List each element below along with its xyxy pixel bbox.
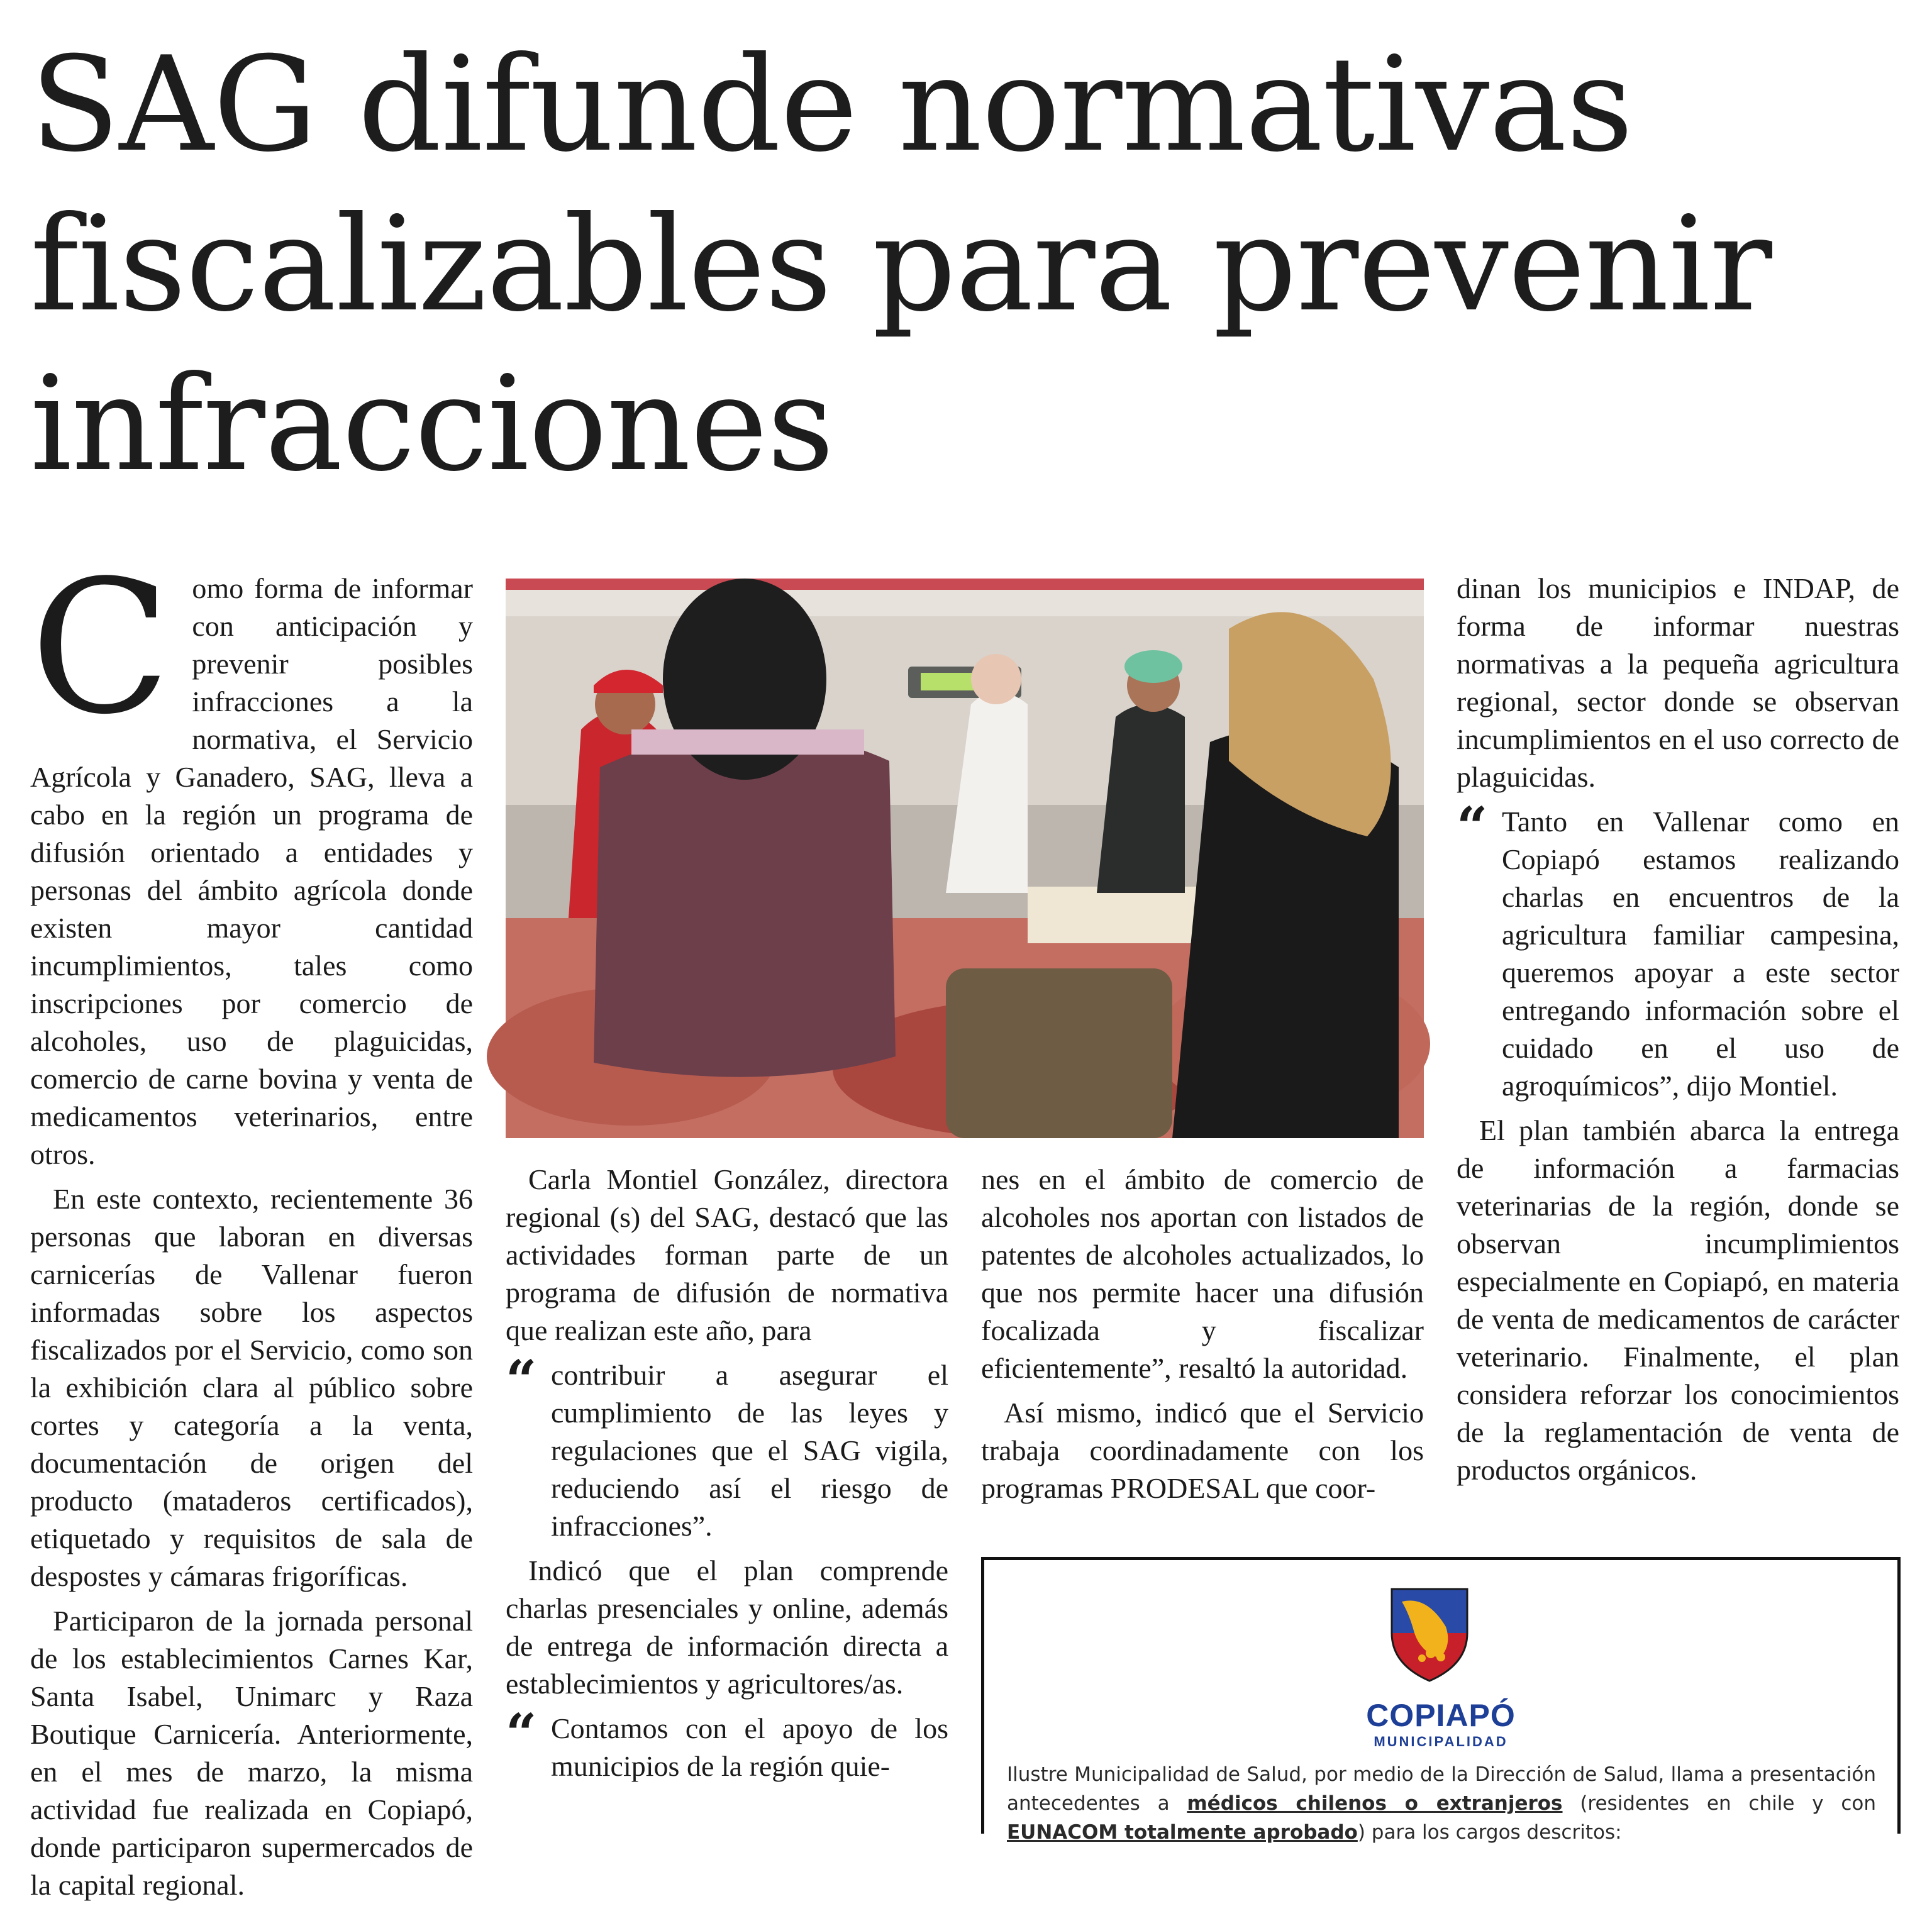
ad-brand-name: COPIAPÓ — [1366, 1698, 1516, 1733]
paragraph-text: omo forma de informar con anticipación y prevenir posibles infracciones a la normativa, el Servicio Agrícola y Ganadero, SAG, lleva a cabo en la región un programa de difusión orientado a entidades y personas del ámbito agrícola donde existen mayor cantidad incumplimientos, tales como inscripciones por comercio de alcoholes, uso de plaguicidas, comercio de carne bovina y venta de medicamentos veterinarios, entre otros. — [30, 572, 473, 1170]
ad-text-part: (residentes en chile y con — [1562, 1792, 1877, 1815]
pull-quote-text: contribuir a asegurar el cumplimiento de las leyes y regulaciones que el SAG vigila, reduciendo así el riesgo de infracciones”. — [551, 1359, 948, 1542]
ad-text-part: ) para los cargos descritos: — [1357, 1821, 1622, 1844]
paragraph — [30, 541, 473, 1173]
quote-mark-icon: “ — [506, 1349, 537, 1412]
article-column-2 — [506, 1161, 948, 1792]
paragraph: Indicó que el plan comprende charlas presenciales y online, además de entrega de información directa a establecimientos y agricultores/as. — [506, 1554, 948, 1700]
quote-mark-icon: “ — [1457, 795, 1488, 859]
ad-text-emphasis: médicos chilenos o extranjeros — [1187, 1792, 1563, 1815]
paragraph: dinan los municipios e INDAP, de forma de informar nuestras normativas a la pequeña agricultura regional, sector donde se observan incumplimientos en el uso correcto de plaguicidas. — [1457, 572, 1899, 793]
article-column-4 — [1457, 570, 1899, 1496]
paragraph: Así mismo, indicó que el Servicio trabaja coordinadamente con los programas PRODESAL que coor- — [981, 1397, 1424, 1504]
paragraph: Carla Montiel González, directora regional (s) del SAG, destacó que las actividades forman parte de un programa de difusión de normativa que realizan este año, para — [506, 1163, 948, 1346]
ad-text-emphasis: EUNACOM totalmente aprobado — [1007, 1821, 1358, 1844]
article-column-3 — [981, 1161, 1424, 1514]
ad-body-text — [1007, 1760, 1876, 1847]
paragraph: El plan también abarca la entrega de información a farmacias veterinarias de la región, donde se observan incumplimientos especialmente en Copiapó, en materia de venta de medicamentos de carácter veterinario. Finalmente, el plan considera reforzar los conocimientos de la reglamentación de venta de productos orgánicos. — [1457, 1114, 1899, 1486]
pull-quote-text: Contamos con el apoyo de los municipios de la región quie- — [551, 1712, 948, 1782]
paragraph: Participaron de la jornada personal de los establecimientos Carnes Kar, Santa Isabel, Unimarc y Raza Boutique Carnicería. Anteriormente, en el mes de marzo, la misma actividad fue realizada en Copiapó, donde participaron supermercados de la capital regional. — [30, 1605, 473, 1901]
headline: SAG difunde normativas fiscalizables para prevenir infracciones — [30, 29, 1772, 501]
pull-quote — [1457, 795, 1899, 1105]
copiapo-shield-icon — [1387, 1583, 1472, 1683]
drop-cap: C — [30, 541, 171, 755]
municipality-ad — [981, 1557, 1901, 1844]
paragraph: En este contexto, recientemente 36 personas que laboran en diversas carnicerías de Vallenar fueron informadas sobre los aspectos fiscalizados por el Servicio, como son la exhibición clara al público sobre cortes y categoría a la venta, documentación de origen del producto (mataderos certificados), etiquetado y requisitos de sala de despostes y cámaras frigoríficas. — [30, 1183, 473, 1592]
article-photo — [506, 579, 1424, 1138]
pull-quote — [506, 1349, 948, 1545]
article-column-1 — [30, 541, 473, 1911]
pull-quote-text: Tanto en Vallenar como en Copiapó estamos realizando charlas en encuentros de la agricultura familiar campesina, queremos apoyar a este sector entregando información sobre el cuidado en el uso de agroquímicos”, dijo Montiel. — [1502, 806, 1899, 1102]
pull-quote — [506, 1702, 948, 1785]
quote-mark-icon: “ — [506, 1702, 537, 1766]
paragraph: nes en el ámbito de comercio de alcoholes nos aportan con listados de patentes de alcoholes actualizados, lo que nos permite hacer una difusión focalizada y fiscalizar eficientemente”, resaltó la autoridad. — [981, 1163, 1424, 1384]
ad-brand-subtitle: MUNICIPALIDAD — [1374, 1734, 1508, 1749]
ad-text-part: Ilustre Municipalidad de Salud, por medio de la Dirección de Salud, llama a presentación antecedentes a — [1007, 1763, 1876, 1815]
